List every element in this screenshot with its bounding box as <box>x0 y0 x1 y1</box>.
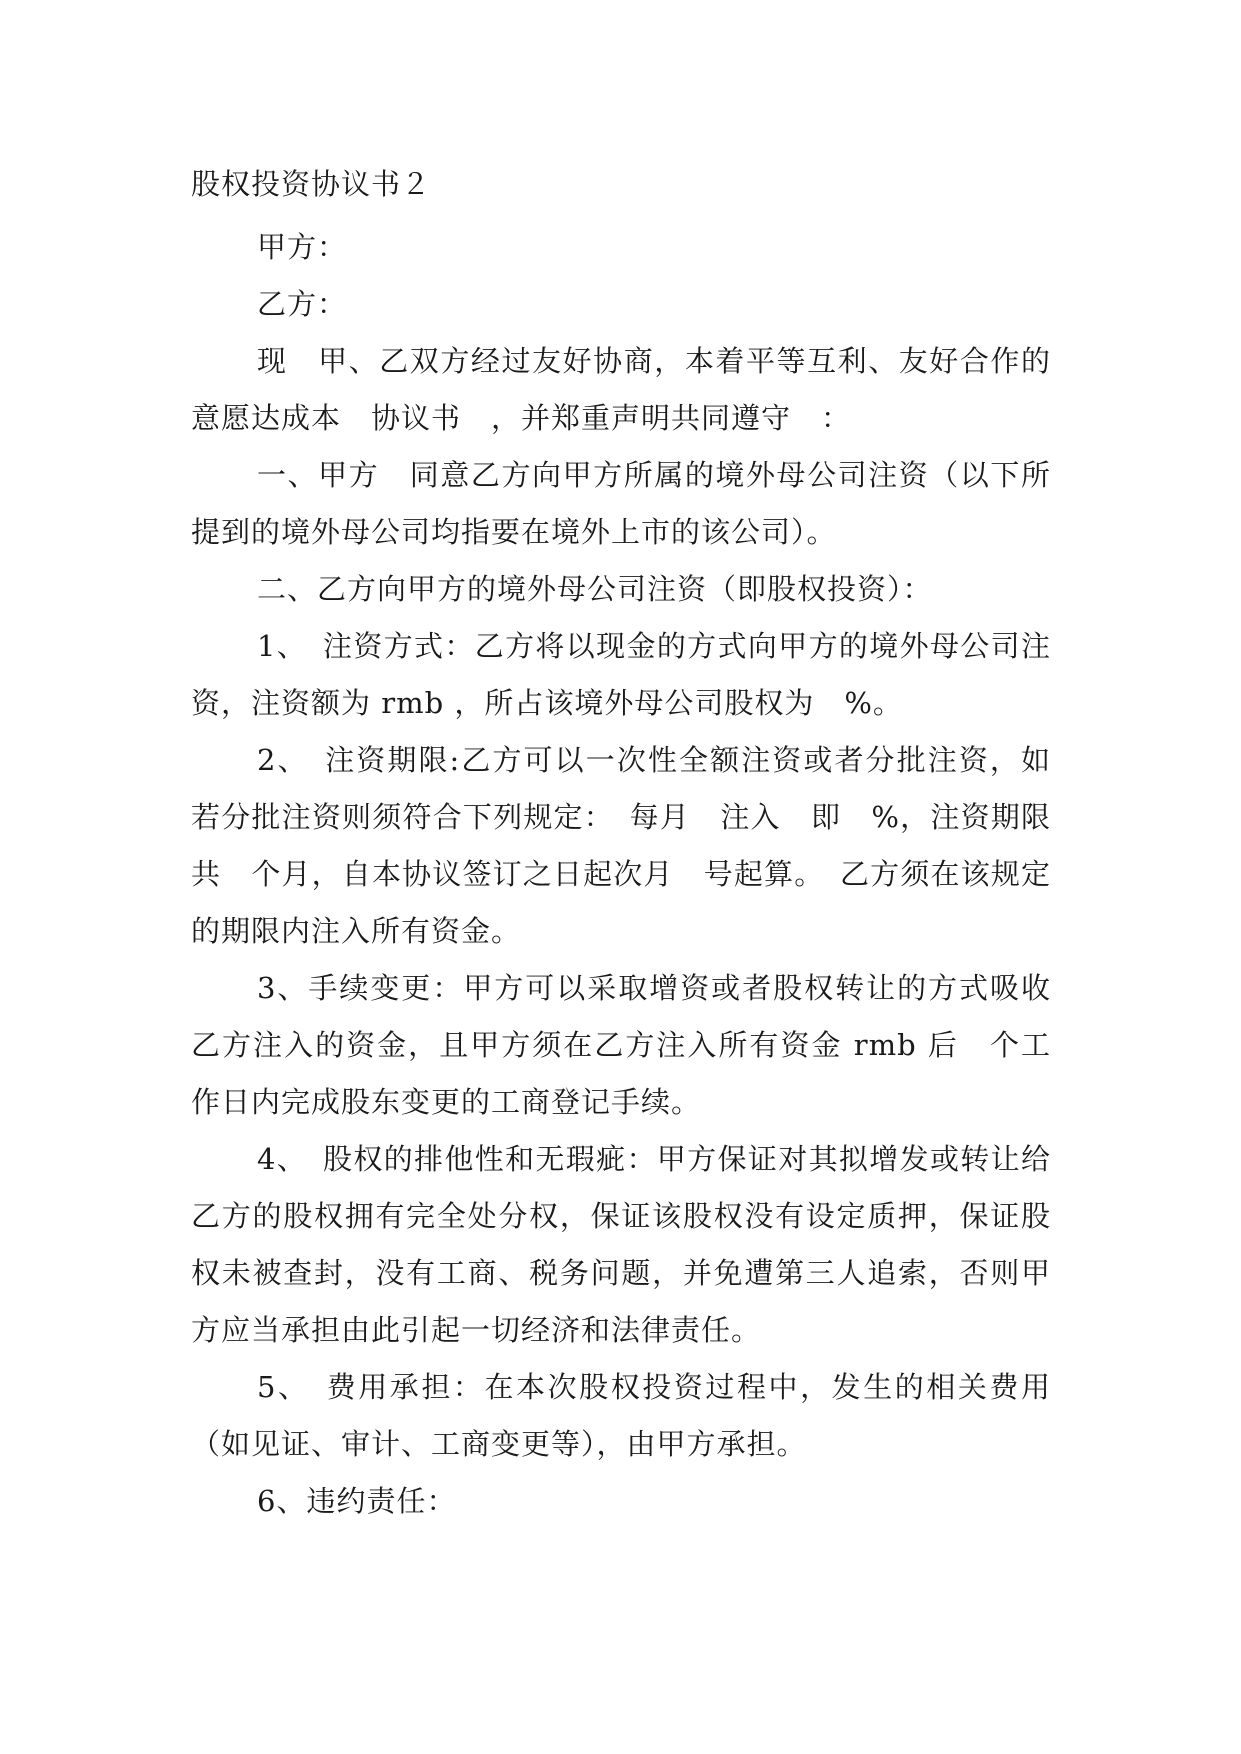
document-page <box>191 163 1051 1530</box>
paragraph-clause-2: 二、乙方向甲方的境外母公司注资（即股权投资）： <box>257 572 933 606</box>
party-b-label: 乙方： <box>257 287 348 321</box>
paragraph-preamble: 现 甲、乙双方经过友好协商，本着平等互利、友好合作的意愿达成本 协议书 ，并郑重声明共同遵守 ： <box>191 344 1051 435</box>
paragraph-item-3: 3、手续变更：甲方可以采取增资或者股权转让的方式吸收乙方注入的资金，且甲方须在乙方注入所有资金 rmb 后 个工作日内完成股东变更的工商登记手续。 <box>191 971 1051 1119</box>
party-a-label: 甲方： <box>257 230 348 264</box>
document-title: 股权投资协议书２ <box>191 167 432 201</box>
paragraph-item-6: 6、违约责任： <box>257 1484 457 1518</box>
paragraph-clause-1: 一、甲方 同意乙方向甲方所属的境外母公司注资（以下所提到的境外母公司均指要在境外上市的该公司）。 <box>191 458 1051 549</box>
paragraph-item-1: 1、 注资方式：乙方将以现金的方式向甲方的境外母公司注资，注资额为 rmb ，所占该境外母公司股权为 %。 <box>191 629 1051 720</box>
paragraph-item-5: 5、 费用承担：在本次股权投资过程中，发生的相关费用（如见证、审计、工商变更等），由甲方承担。 <box>191 1370 1051 1461</box>
paragraph-item-4: 4、 股权的排他性和无瑕疵：甲方保证对其拟增发或转让给乙方的股权拥有完全处分权，保证该股权没有设定质押，保证股权未被查封，没有工商、税务问题，并免遭第三人追索，否则甲方应当承担由此引起一切经济和法律责任。 <box>191 1142 1051 1347</box>
paragraph-item-2: 2、 注资期限:乙方可以一次性全额注资或者分批注资，如若分批注资则须符合下列规定： 每月 注入 即 %，注资期限共 个月，自本协议签订之日起次月 号起算。 乙方须在该规定的期限内注入所有资金。 <box>191 743 1051 948</box>
